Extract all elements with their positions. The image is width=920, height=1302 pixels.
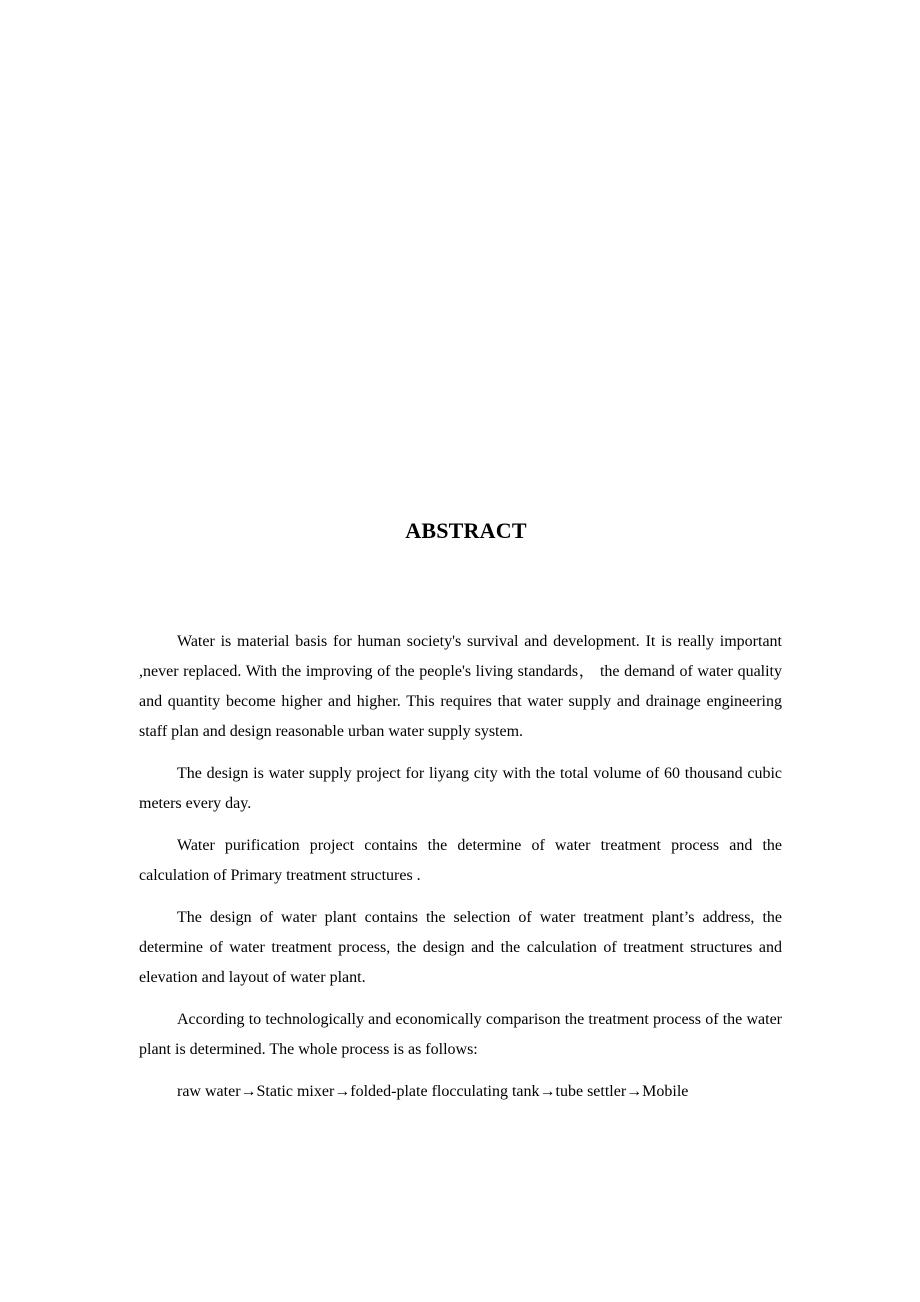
paragraph: raw water→Static mixer→folded-plate flocculating tank→tube settler→Mobile	[177, 1083, 689, 1100]
abstract-body	[139, 627, 782, 1119]
paragraph: According to technologically and economically comparison the treatment process of the water plant is determined. The whole process is as follows:	[139, 1011, 782, 1058]
document-title: ABSTRACT	[405, 518, 527, 543]
paragraph: Water is material basis for human society's survival and development. It is really important ,never replaced. With the improving of the people's living standards， the demand of water quality and quantity become higher and higher. This requires that water supply and drainage engineering staff plan and design reasonable urban water supply system.	[139, 633, 782, 740]
paragraph: Water purification project contains the determine of water treatment process and the calculation of Primary treatment structures .	[139, 837, 782, 884]
paragraph: The design is water supply project for liyang city with the total volume of 60 thousand cubic meters every day.	[139, 765, 782, 812]
paragraph: The design of water plant contains the selection of water treatment plant’s address, the determine of water treatment process, the design and the calculation of treatment structures and elevation and layout of water plant.	[139, 909, 782, 986]
